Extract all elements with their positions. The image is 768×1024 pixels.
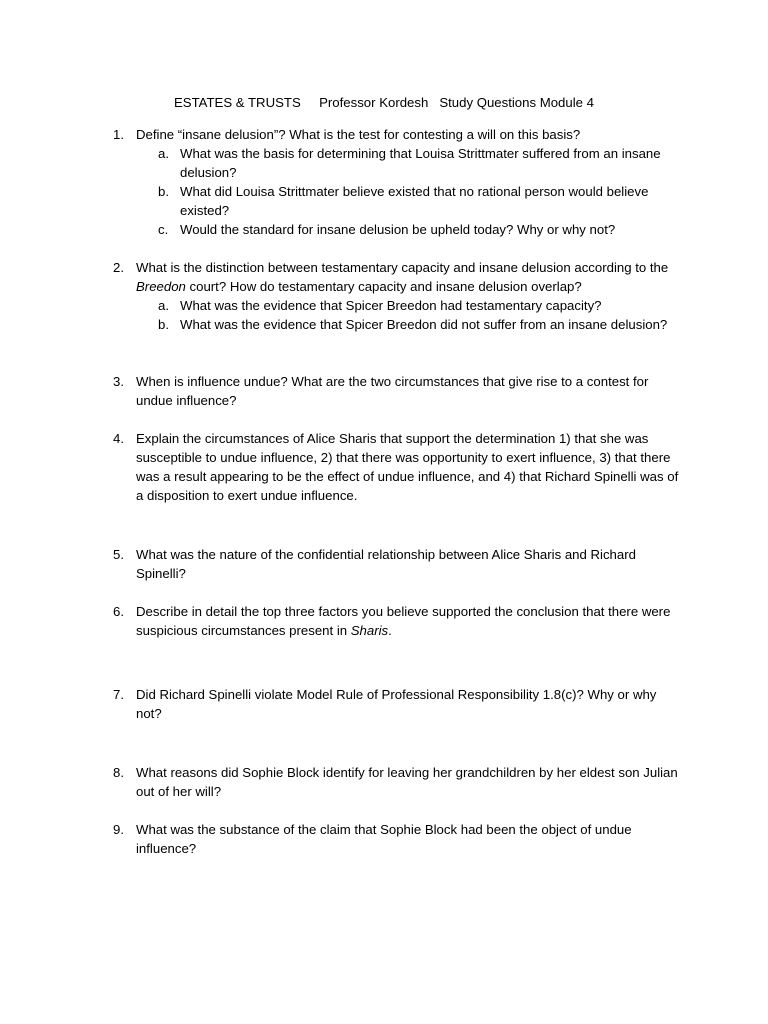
sub-question-letter: b.: [158, 184, 169, 199]
sub-question-2b: [158, 315, 683, 334]
question-2: [113, 258, 683, 334]
question-text-part: What is the distinction between testamentary capacity and insane delusion according to the: [136, 260, 669, 275]
question-text: Did Richard Spinelli violate Model Rule of Professional Responsibility 1.8(c)? Why or why not?: [136, 687, 657, 721]
module-title: Study Questions Module 4: [439, 95, 594, 110]
course-title: ESTATES & TRUSTS: [173, 95, 301, 110]
sub-question-text: What was the evidence that Spicer Breedon had testamentary capacity?: [180, 298, 602, 313]
question-text: What was the substance of the claim that Sophie Block had been the object of undue influence?: [136, 822, 632, 856]
question-6: [113, 602, 683, 640]
question-text-part: Describe in detail the top three factors you believe supported the conclusion that there were suspicious circumstances present in: [136, 604, 671, 638]
question-text-part: .: [388, 623, 392, 638]
case-name: Sharis: [350, 623, 389, 638]
sub-question-letter: b.: [158, 317, 169, 332]
question-7: [113, 685, 683, 723]
question-text: When is influence undue? What are the two circumstances that give rise to a contest for undue influence?: [136, 374, 649, 408]
professor-name: Professor Kordesh: [319, 95, 429, 110]
question-text: Define “insane delusion”? What is the test for contesting a will on this basis?: [136, 127, 581, 142]
question-number: 1.: [113, 127, 124, 142]
question-text: What reasons did Sophie Block identify for leaving her grandchildren by her eldest son Julian out of her will?: [136, 765, 678, 799]
page-header: [0, 93, 768, 112]
question-1: [113, 125, 683, 239]
sub-question-1c: [158, 220, 683, 239]
sub-question-1b: [158, 182, 683, 220]
case-name: Breedon: [136, 279, 186, 294]
question-number: 2.: [113, 260, 124, 275]
sub-question-text: What was the basis for determining that Louisa Strittmater suffered from an insane delusion?: [180, 146, 661, 180]
sub-question-letter: a.: [158, 298, 169, 313]
question-9: [113, 820, 683, 858]
question-number: 7.: [113, 687, 124, 702]
sub-question-1a: [158, 144, 683, 182]
question-text: [136, 602, 683, 640]
question-number: 6.: [113, 604, 124, 619]
sub-question-2a: [158, 296, 683, 315]
question-number: 4.: [113, 431, 124, 446]
question-number: 9.: [113, 822, 124, 837]
question-8: [113, 763, 683, 801]
question-3: [113, 372, 683, 410]
sub-question-text: What was the evidence that Spicer Breedon did not suffer from an insane delusion?: [180, 317, 668, 332]
question-number: 8.: [113, 765, 124, 780]
sub-question-text: Would the standard for insane delusion be upheld today? Why or why not?: [180, 222, 616, 237]
question-text-part: court? How do testamentary capacity and insane delusion overlap?: [185, 279, 582, 294]
question-number: 5.: [113, 547, 124, 562]
sub-question-letter: c.: [158, 222, 169, 237]
question-text: What was the nature of the confidential relationship between Alice Sharis and Richard Spinelli?: [136, 547, 636, 581]
question-text: [136, 258, 683, 296]
question-4: [113, 429, 683, 505]
question-5: [113, 545, 683, 583]
question-text: Explain the circumstances of Alice Sharis that support the determination 1) that she was susceptible to undue influence, 2) that there was opportunity to exert influence, 3) that there was a result appearing to be the effect of undue influence, and 4) that Richard Spinelli was of a disposition to exert undue influence.: [136, 431, 679, 503]
question-number: 3.: [113, 374, 124, 389]
sub-question-text: What did Louisa Strittmater believe existed that no rational person would believe existed?: [180, 184, 649, 218]
sub-question-letter: a.: [158, 146, 169, 161]
